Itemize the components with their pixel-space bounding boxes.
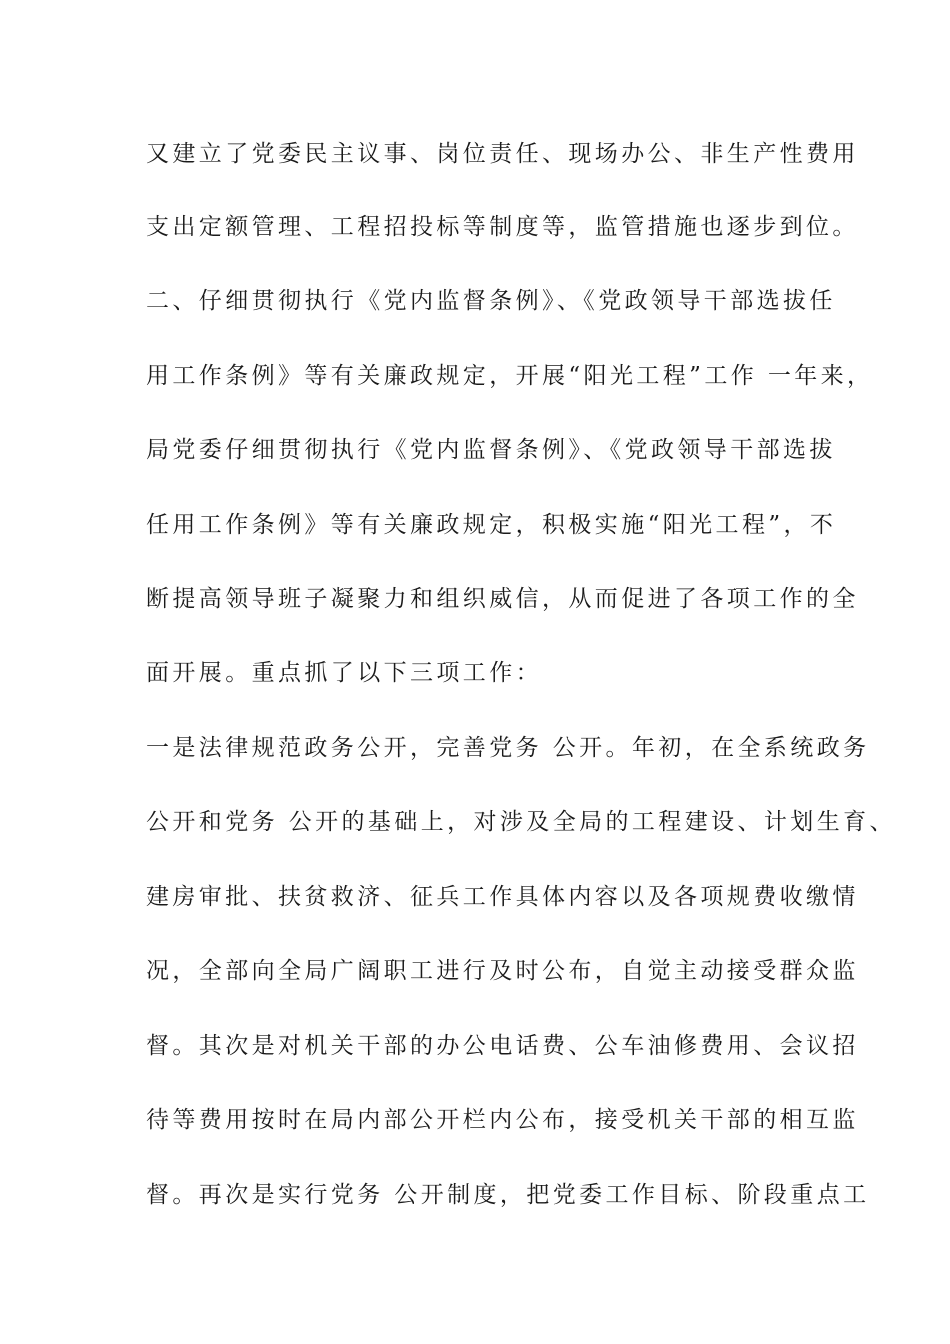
text-line: 支出定额管理、工程招投标等制度等，监管措施也逐步到位。: [146, 214, 859, 240]
text-line: 督。其次是对机关干部的办公电话费、公车油修费用、会议招: [146, 1033, 859, 1059]
text-line: 待等费用按时在局内部公开栏内公布，接受机关干部的相互监: [146, 1107, 859, 1133]
text-line: 任用工作条例》等有关廉政规定，积极实施“阳光工程”，不: [146, 512, 837, 538]
text-line: 用工作条例》等有关廉政规定，开展“阳光工程”工作 一年来，: [146, 363, 874, 389]
text-line: 建房审批、扶贫救济、征兵工作具体内容以及各项规费收缴情: [146, 884, 859, 910]
text-line: 督。再次是实行党务 公开制度，把党委工作目标、阶段重点工: [146, 1182, 870, 1208]
text-line: 面开展。重点抓了以下三项工作：: [146, 660, 542, 686]
text-line: 况，全部向全局广阔职工进行及时公布，自觉主动接受群众监: [146, 958, 859, 984]
text-line: 又建立了党委民主议事、岗位责任、现场办公、非生产性费用: [146, 141, 859, 167]
text-line: 一是法律规范政务公开，完善党务 公开。年初，在全系统政务: [146, 735, 870, 761]
section-heading-line: 二、仔细贯彻执行《党内监督条例》、《党政领导干部选拔任: [146, 288, 836, 314]
text-line: 断提高领导班子凝聚力和组织威信，从而促进了各项工作的全: [146, 586, 859, 612]
text-line: 局党委仔细贯彻执行《党内监督条例》、《党政领导干部选拔: [146, 437, 836, 463]
text-line: 公开和党务 公开的基础上，对涉及全局的工程建设、计划生育、: [146, 809, 896, 835]
